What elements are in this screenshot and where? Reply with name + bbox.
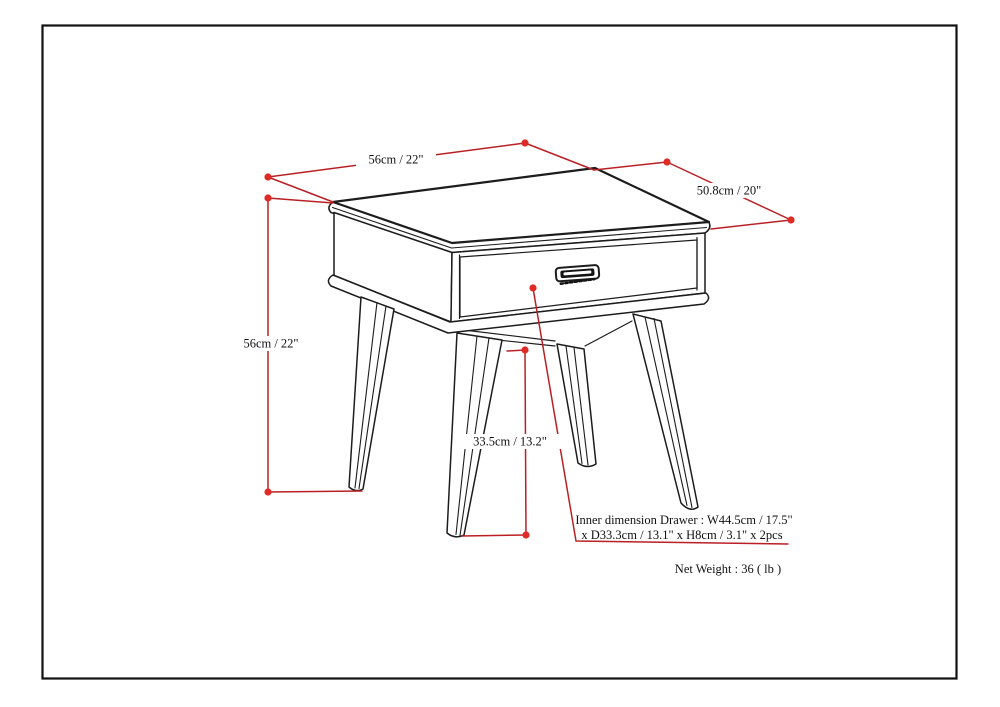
inner-dimension-note-line2: x D33.3cm / 13.1" x H8cm / 3.1" x 2pcs [581, 528, 783, 542]
dim-dot [529, 284, 536, 291]
dim-dot [522, 531, 529, 538]
dim-ext-height-bottom [268, 491, 362, 492]
dimension-label-leg-height: 33.5cm / 13.2" [473, 434, 547, 449]
net-weight-note: Net Weight : 36 ( lb ) [674, 562, 782, 576]
dimension-label-top-depth: 50.8cm / 20" [696, 183, 762, 198]
dimension-label-side-height: 56cm / 22" [243, 336, 299, 351]
dim-dot [521, 346, 528, 353]
dimension-label-top-width: 56cm / 22" [368, 152, 424, 167]
dim-ext-leg-bottom [462, 535, 526, 536]
dim-dot [521, 139, 528, 146]
dim-dot [264, 194, 271, 201]
dim-dot [787, 216, 794, 223]
inner-dimension-note-line1: Inner dimension Drawer : W44.5cm / 17.5" [575, 513, 793, 527]
dim-dot [264, 488, 271, 495]
dim-dot [264, 173, 271, 180]
dim-dot [663, 158, 670, 165]
